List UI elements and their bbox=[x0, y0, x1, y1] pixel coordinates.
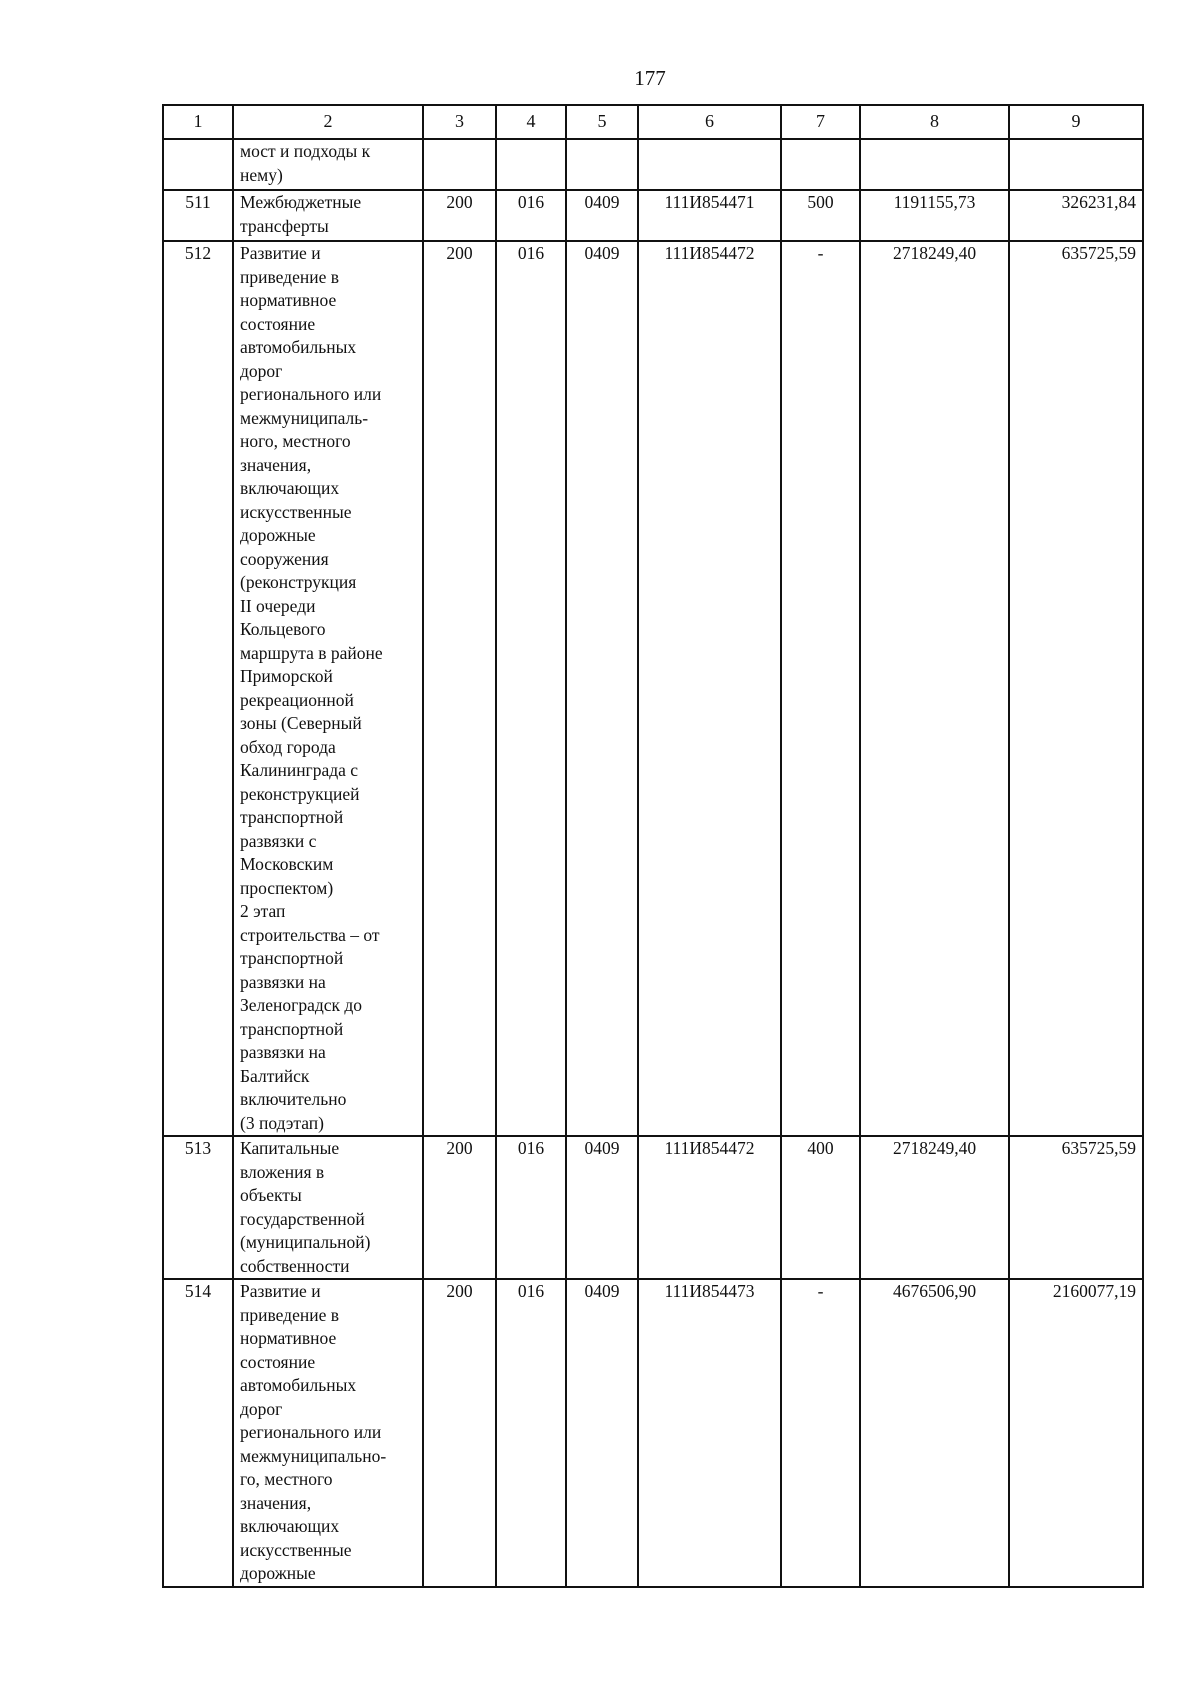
description-line: развязки на bbox=[240, 1042, 326, 1062]
description-line: нему) bbox=[240, 164, 283, 185]
description-line: Приморской bbox=[240, 666, 333, 686]
target-article-cell: 111И854472 bbox=[638, 1136, 781, 1279]
code-cell-5 bbox=[566, 139, 638, 190]
description-cell bbox=[233, 139, 423, 190]
column-number: 7 bbox=[781, 105, 860, 139]
expense-type-cell bbox=[781, 139, 860, 190]
code-cell-3: 200 bbox=[423, 190, 496, 241]
description-line: автомобильных bbox=[240, 1375, 357, 1395]
description-line: 2 этап bbox=[240, 901, 286, 921]
table-row bbox=[163, 1279, 1143, 1587]
description-line: состояние bbox=[240, 313, 316, 334]
description-line: значения, bbox=[240, 454, 312, 475]
code-cell-5: 0409 bbox=[566, 1279, 638, 1587]
amount-cell-9: 635725,59 bbox=[1009, 241, 1143, 1136]
code-cell-4: 016 bbox=[496, 1279, 566, 1587]
target-article-cell bbox=[638, 139, 781, 190]
description-line: дорожные bbox=[240, 1563, 316, 1583]
description-line: дорог bbox=[240, 1398, 283, 1419]
description-line: Калининграда с bbox=[240, 760, 359, 780]
description-line: строительства – от bbox=[240, 924, 380, 945]
description-line: включающих bbox=[240, 1516, 340, 1536]
description-line: Кольцевого bbox=[240, 619, 326, 639]
column-number: 2 bbox=[233, 105, 423, 139]
description-line: приведение в bbox=[240, 1304, 339, 1325]
table-row bbox=[163, 139, 1143, 190]
description-line: государственной bbox=[240, 1208, 365, 1229]
description-line: развязки с bbox=[240, 830, 317, 851]
column-number-row bbox=[163, 105, 1143, 139]
description-line: регионального или bbox=[240, 384, 382, 404]
description-line: II очереди bbox=[240, 595, 316, 616]
description-line: Межбюджетные bbox=[240, 192, 362, 212]
description-line: искусственные bbox=[240, 1539, 352, 1560]
code-cell-3: 200 bbox=[423, 241, 496, 1136]
description-line: состояние bbox=[240, 1351, 316, 1372]
description-cell bbox=[233, 190, 423, 241]
page-number: 177 bbox=[634, 66, 666, 90]
description-line: Балтийск bbox=[240, 1065, 310, 1086]
code-cell-4: 016 bbox=[496, 1136, 566, 1279]
description-line: Капитальные bbox=[240, 1138, 340, 1158]
description-cell bbox=[233, 241, 423, 1136]
description-line: трансферты bbox=[240, 215, 329, 236]
code-cell-5: 0409 bbox=[566, 241, 638, 1136]
description-line: объекты bbox=[240, 1185, 302, 1205]
description-line: реконструкцией bbox=[240, 783, 360, 804]
description-line: го, местного bbox=[240, 1469, 333, 1489]
column-number: 6 bbox=[638, 105, 781, 139]
table-row bbox=[163, 241, 1143, 1136]
code-cell-5: 0409 bbox=[566, 190, 638, 241]
description-line: транспортной bbox=[240, 807, 344, 827]
amount-cell-9: 635725,59 bbox=[1009, 1136, 1143, 1279]
expense-type-cell: 500 bbox=[781, 190, 860, 241]
expense-type-cell: - bbox=[781, 241, 860, 1136]
description-line: вложения в bbox=[240, 1161, 325, 1182]
code-cell-3 bbox=[423, 139, 496, 190]
budget-table bbox=[162, 104, 1144, 1588]
description-line: Зеленоградск до bbox=[240, 995, 363, 1015]
description-line: дорожные bbox=[240, 525, 316, 545]
description-line: развязки на bbox=[240, 971, 326, 992]
target-article-cell: 111И854472 bbox=[638, 241, 781, 1136]
description-line: обход города bbox=[240, 736, 336, 757]
row-number-cell: 514 bbox=[163, 1279, 233, 1587]
row-number-cell: 513 bbox=[163, 1136, 233, 1279]
description-line: значения, bbox=[240, 1492, 312, 1513]
amount-cell-9: 326231,84 bbox=[1009, 190, 1143, 241]
amount-cell-8: 2718249,40 bbox=[860, 1136, 1009, 1279]
description-line: собственности bbox=[240, 1255, 350, 1276]
description-cell bbox=[233, 1136, 423, 1279]
amount-cell-9 bbox=[1009, 139, 1143, 190]
column-number: 5 bbox=[566, 105, 638, 139]
description-line: транспортной bbox=[240, 948, 344, 968]
description-line: нормативное bbox=[240, 290, 337, 310]
code-cell-3: 200 bbox=[423, 1136, 496, 1279]
column-number: 1 bbox=[163, 105, 233, 139]
description-line: Московским bbox=[240, 854, 334, 874]
description-line: включающих bbox=[240, 478, 340, 498]
description-line: искусственные bbox=[240, 501, 352, 522]
description-line: (муниципальной) bbox=[240, 1232, 371, 1252]
amount-cell-8: 2718249,40 bbox=[860, 241, 1009, 1136]
description-line: (3 подэтап) bbox=[240, 1112, 325, 1133]
code-cell-4 bbox=[496, 139, 566, 190]
table-row bbox=[163, 1136, 1143, 1279]
description-line: мост и подходы к bbox=[240, 141, 371, 161]
code-cell-5: 0409 bbox=[566, 1136, 638, 1279]
amount-cell-8: 4676506,90 bbox=[860, 1279, 1009, 1587]
description-line: (реконструкция bbox=[240, 572, 357, 592]
expense-type-cell: - bbox=[781, 1279, 860, 1587]
row-number-cell bbox=[163, 139, 233, 190]
column-number: 8 bbox=[860, 105, 1009, 139]
row-number-cell: 512 bbox=[163, 241, 233, 1136]
description-line: ного, местного bbox=[240, 431, 351, 451]
table-row bbox=[163, 190, 1143, 241]
description-line: регионального или bbox=[240, 1422, 382, 1442]
description-line: сооружения bbox=[240, 548, 329, 569]
description-line: приведение в bbox=[240, 266, 339, 287]
description-line: проспектом) bbox=[240, 877, 334, 898]
description-cell bbox=[233, 1279, 423, 1587]
description-line: рекреационной bbox=[240, 689, 354, 710]
target-article-cell: 111И854471 bbox=[638, 190, 781, 241]
target-article-cell: 111И854473 bbox=[638, 1279, 781, 1587]
amount-cell-9: 2160077,19 bbox=[1009, 1279, 1143, 1587]
amount-cell-8 bbox=[860, 139, 1009, 190]
description-line: маршрута в районе bbox=[240, 642, 383, 663]
column-number: 3 bbox=[423, 105, 496, 139]
code-cell-3: 200 bbox=[423, 1279, 496, 1587]
column-number: 9 bbox=[1009, 105, 1143, 139]
description-line: нормативное bbox=[240, 1328, 337, 1348]
description-line: включительно bbox=[240, 1089, 347, 1109]
amount-cell-8: 1191155,73 bbox=[860, 190, 1009, 241]
code-cell-4: 016 bbox=[496, 241, 566, 1136]
description-line: дорог bbox=[240, 360, 283, 381]
row-number-cell: 511 bbox=[163, 190, 233, 241]
code-cell-4: 016 bbox=[496, 190, 566, 241]
description-line: межмуниципаль- bbox=[240, 407, 369, 428]
description-line: Развитие и bbox=[240, 243, 321, 263]
description-line: межмуниципально- bbox=[240, 1445, 387, 1466]
column-number: 4 bbox=[496, 105, 566, 139]
description-line: Развитие и bbox=[240, 1281, 321, 1301]
description-line: зоны (Северный bbox=[240, 713, 362, 733]
description-line: транспортной bbox=[240, 1018, 344, 1039]
expense-type-cell: 400 bbox=[781, 1136, 860, 1279]
description-line: автомобильных bbox=[240, 337, 357, 357]
